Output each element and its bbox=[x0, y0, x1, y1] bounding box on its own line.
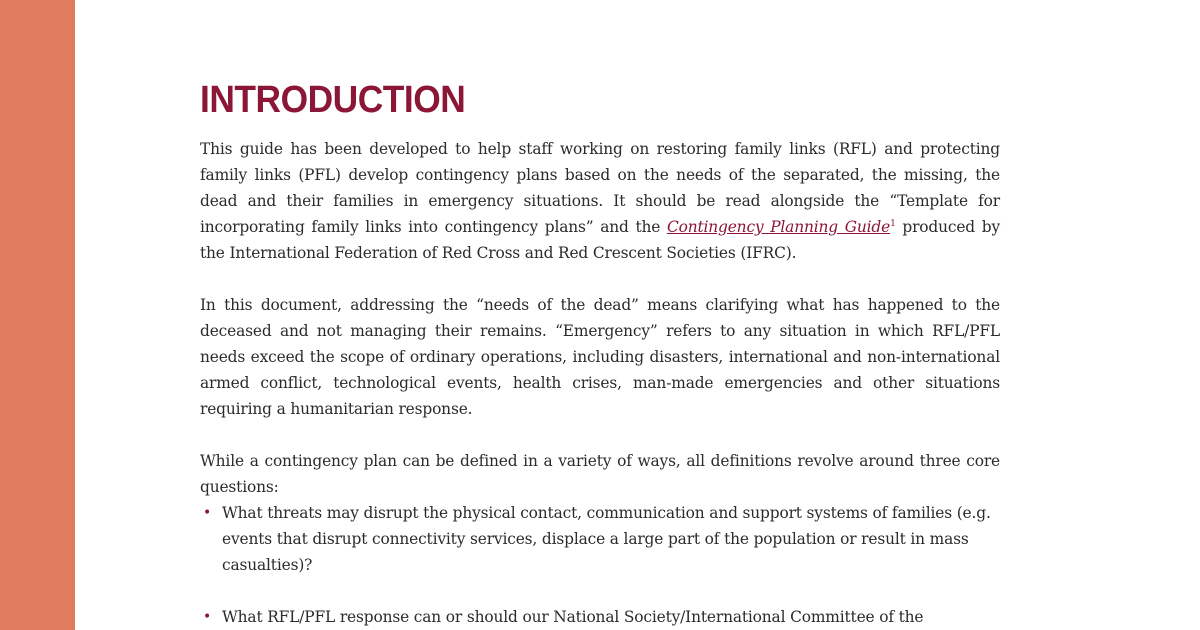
paragraph-1-text-end: produced by the International Federation of Red Cross and Red Crescent Societies (IFRC). bbox=[200, 218, 1000, 262]
list-item-text: What threats may disrupt the physical contact, communication and support systems of families (e.g. events that disrupt connectivity services, displace a large part of the population or result in mass casualties)? bbox=[222, 504, 991, 574]
cut-off-previous-text bbox=[200, 0, 760, 2]
core-questions-list bbox=[200, 500, 1000, 630]
page-sidebar-band bbox=[0, 0, 75, 630]
list-item bbox=[200, 500, 1000, 578]
section-heading: INTRODUCTION bbox=[200, 79, 466, 121]
intro-paragraph-3: While a contingency plan can be defined in a variety of ways, all definitions revolve around three core questions: bbox=[200, 452, 1000, 496]
contingency-planning-guide-link[interactable]: Contingency Planning Guide bbox=[666, 218, 891, 236]
intro-paragraph-2: In this document, addressing the “needs of the dead” means clarifying what has happened to the deceased and not managing their remains. “Emergency” refers to any situation in which RFL/PFL needs exceed the scope of ordinary operations, including disasters, international and non-international armed conflict, technological events, health crises, man-made emergencies and other situations requiring a humanitarian response. bbox=[200, 296, 1000, 418]
paragraph-1-text-start: This guide has been developed to help staff working on restoring family links (RFL) and protecting family links (PFL) develop contingency plans based on the needs of the separated, the missing, the dead and their families in emergency situations. It should be read alongside the “Template for incorporating family links into contingency plans” and the bbox=[200, 140, 1000, 236]
bullet-dot-icon: • bbox=[203, 609, 212, 625]
bullet-dot-icon: • bbox=[203, 505, 212, 521]
document-content bbox=[200, 78, 1000, 630]
footnote-marker[interactable]: 1 bbox=[890, 219, 896, 229]
list-item-text: What RFL/PFL response can or should our National Society/International Committee of the bbox=[222, 608, 924, 626]
list-item bbox=[200, 604, 1000, 630]
intro-paragraph-1 bbox=[200, 136, 1000, 266]
